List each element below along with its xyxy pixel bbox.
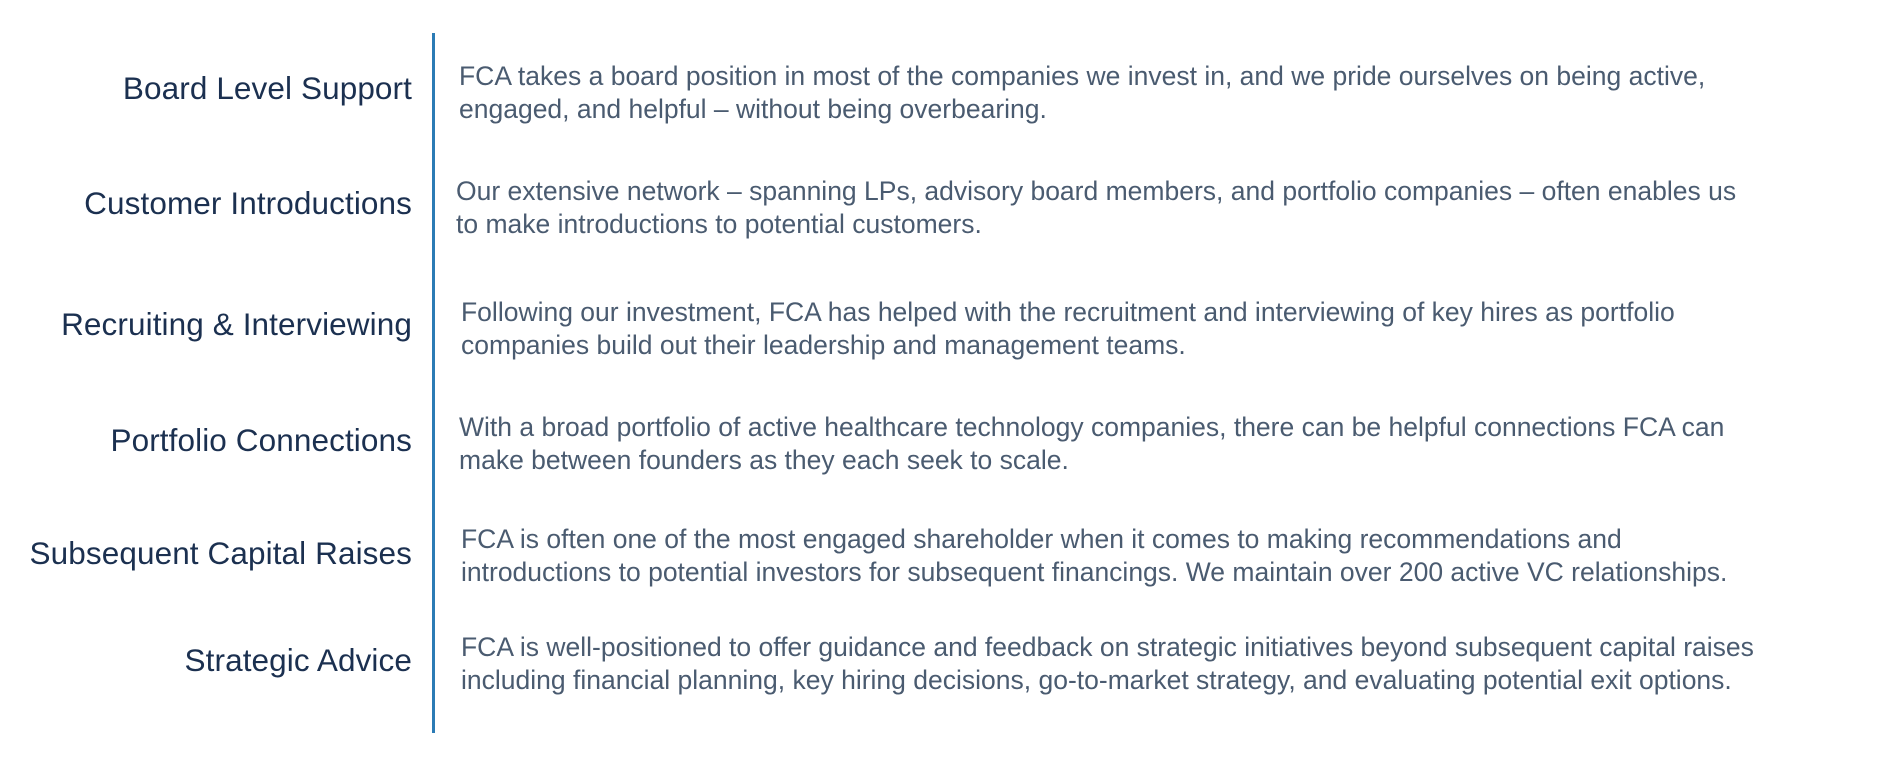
service-label: Subsequent Capital Raises (29, 535, 412, 571)
description-line: Our extensive network – spanning LPs, advisory board members, and portfolio companies – often enables us (456, 176, 1737, 206)
description-line: introductions to potential investors for subsequent financings. We maintain over 200 active VC relationships. (461, 557, 1728, 587)
service-label: Recruiting & Interviewing (61, 306, 412, 342)
description-line: FCA is often one of the most engaged shareholder when it comes to making recommendations and (461, 524, 1622, 554)
service-description (456, 175, 1736, 241)
service-description (461, 523, 1727, 589)
service-label: Board Level Support (122, 70, 412, 106)
description-line: FCA takes a board position in most of the companies we invest in, and we pride ourselves on being active, (459, 61, 1706, 91)
description-line: to make introductions to potential customers. (456, 209, 982, 239)
service-description (461, 631, 1754, 697)
description-line: With a broad portfolio of active healthcare technology companies, there can be helpful connections FCA can (459, 412, 1725, 442)
description-line: Following our investment, FCA has helped with the recruitment and interviewing of key hires as portfolio (461, 297, 1675, 327)
description-line: engaged, and helpful – without being overbearing. (459, 94, 1047, 124)
service-label: Portfolio Connections (110, 422, 412, 458)
description-line: FCA is well-positioned to offer guidance and feedback on strategic initiatives beyond subsequent capital raises (461, 632, 1754, 662)
description-line: make between founders as they each seek to scale. (459, 445, 1069, 475)
service-label: Strategic Advice (184, 642, 412, 678)
service-description (459, 60, 1705, 126)
service-label: Customer Introductions (84, 185, 412, 221)
vertical-divider (432, 33, 435, 733)
description-line: companies build out their leadership and management teams. (461, 330, 1186, 360)
description-line: including financial planning, key hiring decisions, go-to-market strategy, and evaluating potential exit options. (461, 665, 1732, 695)
service-description (459, 411, 1724, 477)
service-description (461, 296, 1675, 362)
